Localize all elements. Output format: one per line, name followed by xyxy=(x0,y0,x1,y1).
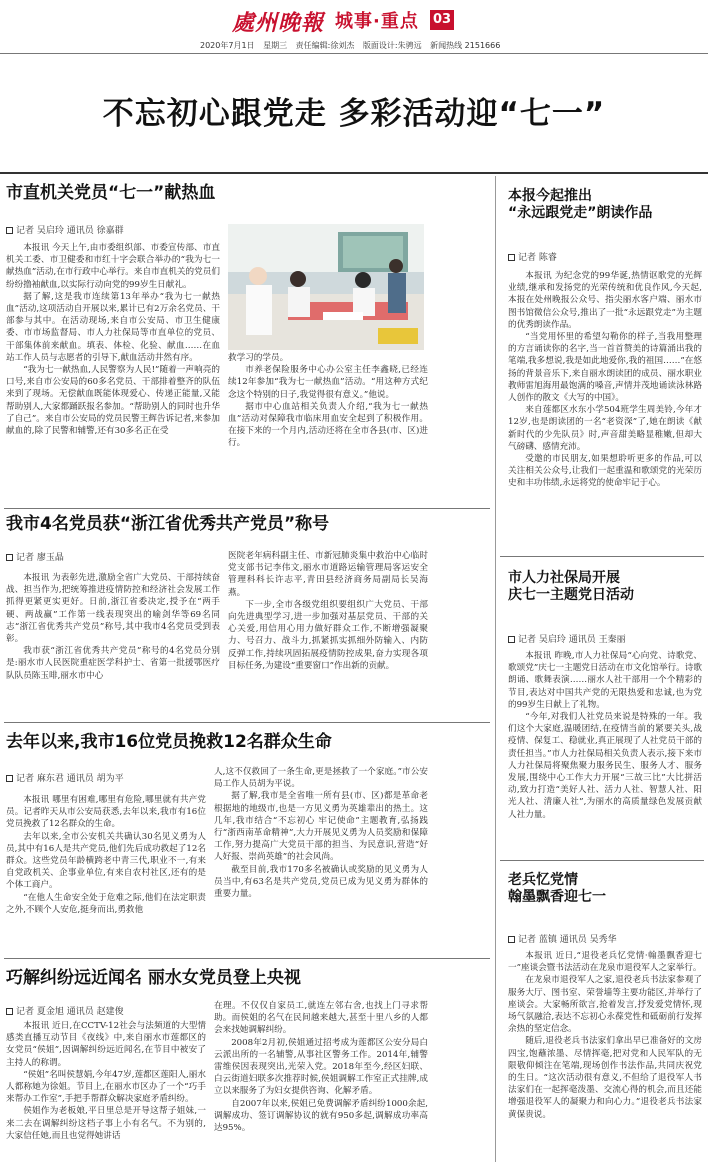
article-body-blood-col2: 救学习的学员。 市养老保险服务中心办公室主任李鑫晓,已经连续12年参加“我为七一献热血”活动。“用这种方式纪念这个特别的日子,我觉得很有意义。”他说。 据市中心血站相关负责人介绍,“我为七一献热血”活动对保障我市临床用血安全起到了积极作用。在接下来的一个月内,活动还将在全市各县(市、区)进行。 xyxy=(228,353,428,449)
byline-mediator: 记者 夏金旭 通讯员 赵建俊 xyxy=(6,1004,124,1017)
date: 2020年7月1日 xyxy=(200,41,255,50)
article-body-hrss: 本报讯 昨晚,市人力社保局“心向党、诗歌党、歌颂党”庆七一主题党日活动在市文化馆举行。诗歌朗诵、歌舞表演……丽水人社干部用一个个精彩的节目,表达对中国共产党的无限热爱和忠诚,也为党的99岁生日献上了礼物。 “今年,对我们人社党员来说是特殊的一年。我们这个大家庭,温暖团结,在疫情当前的紧要关头,战疫情、保复工、稳就业,真正展现了人社党员干部的责任担当。”市人力社保局相关负责人表示,接下来市人力社保局将聚焦聚力服务民生、服务人才、服务发展,围绕中心工作大力开展“三故三比”大比拼活动,致力打造“美好人社、活力人社、智慧人社、阳光人社、清廉人社”,为丽水的高质量绿色发展贡献人社力量。 xyxy=(508,651,702,820)
article-title-reading: 本报今起推出 “永远跟党走”朗读作品 xyxy=(508,188,653,221)
article-body-blood-col1: 本报讯 今天上午,由市委组织部、市委宣传部、市直机关工委、市卫健委和市红十字会联合举办的“我为七一献热血”活动,在市行政中心举行。来自市直机关的党员们纷纷撸袖献血,以实际行动向党的99岁生日献礼。 据了解,这是我市连续第13年举办“我为七一献热血”活动,这项活动自开展以来,累计已有2万余名党员、干部参与其中。在活动现场,来自市公安局、市卫生健康委、市市场监督局、市人力社保局等市直单位的党员、干部集体前来献血。填表、体检、化验、献血……在血站工作人员与志愿者的引导下,献血活动井然有序。 “我为七一献热血,人民警察为人民!”随着一声响亮的口号,来自市公安局的60多名党员、干部排着整齐的队伍来到了现场。无偿献血既能体现爱心、传递正能量,又能帮助别人,大家都踊跃报名参加。“帮助别人的同时也升华了自己”。来自市公安局的党员民警王辉告诉记者,来参加献血的,除了民警和辅警,还有30多名正在受 xyxy=(6,243,220,437)
article-body-reading: 本报讯 为纪念党的99华诞,热情讴歌党的光辉业绩,继承和发扬党的光荣传统和优良作风,今天起,本报在处州晚报公众号、指尖丽水客户端、丽水市图书馆微信公众号,推出了一批“永远跟党走”为主题的优秀朗读作品。 “当党用怀里的希望勾勒你的样子,当我用整理的方言诵读你的名字,当一首首赞美的诗篇涌出我的笔端,我多想说,我是如此地爱你,我的祖国……”在悠扬的背景音乐下,来自丽水朗读团的成员、丽水职业教师雷旭海用最饱满的嗓音,声情并茂地诵读泳林路人创作的散文《大写的中国》。 来自莲都区水东小学504班学生周美铃,今年才12岁,也是朗读团的一名“老资深”了,她在朗读《献新时代的少先队员》时,声音甜美略显稚嫩,但却大气磅礴、感情充沛。 受邀的市民朋友,如果想聆听更多的作品,可以关注相关公众号,让我们一起重温和歌颂党的光荣历史和丰功伟绩,永远将党的使命牢记于心。 xyxy=(508,271,702,489)
article-title-rescue: 去年以来,我市16位党员挽救12名群众生命 xyxy=(6,732,332,752)
square-icon xyxy=(6,227,13,234)
weekday: 星期三 xyxy=(263,41,288,50)
divider xyxy=(4,508,490,509)
square-icon xyxy=(6,775,13,782)
editor: 责任编辑:徐刘杰 xyxy=(295,41,355,50)
hotline: 新闻热线 2151666 xyxy=(430,41,501,50)
article-body-veteran: 本报讯 近日,“退役老兵忆党情·翰墨飘香迎七一”座谈会暨书法活动在龙泉市退役军人之家举行。 在龙泉市退役军人之家,退役老兵书法家参观了服务大厅、图书室、荣誉墙等主要功能区,并举行了座谈会。大家畅所欲言,抢着发言,抒发爱党情怀,现场气氛融洽,表达不忘初心永葆党性和砥砺前行发挥余热的坚定信念。 随后,退役老兵书法家们拿出早已准备好的文房四宝,饱蘸浓墨、尽情挥毫,把对党和人民军队的无限敬仰倾注在笔端,现场创作书法作品,共同庆祝党的生日。“这次活动很有意义,不但给了退役军人书法家们在一起挥毫泼墨、交流心得的机会,而且还能增强退役军人的凝聚力和向心力。”退役老兵书法家黄保贵说。 xyxy=(508,951,702,1120)
divider xyxy=(4,958,490,959)
square-icon xyxy=(508,254,515,261)
square-icon xyxy=(508,636,515,643)
byline-rescue: 记者 麻东君 通讯员 胡为平 xyxy=(6,771,124,784)
article-body-excellent-col2: 医院老年病科副主任、市新冠肺炎集中救治中心临时党支部书记李伟文,丽水市道路运输管理局客运安全管理科科长许志平,青田县经济商务局副局长吴海燕。 下一步,全市各级党组织要组织广大党员、干部向先进典型学习,进一步加强对基层党员、干部的关心关爱,用信用心用力做好群众工作,不断增强凝聚力、号召力、战斗力,抓紧抓实抓细外防输入、内防反弹工作,持续巩固拓展疫情防控成果,奋力实现各项目标任务,为建设“重要窗口”作出新的贡献。 xyxy=(228,551,428,671)
page-headline: 不忘初心跟党走 多彩活动迎“七一” xyxy=(102,96,606,132)
byline-reading: 记者 陈睿 xyxy=(508,250,557,263)
masthead-rule xyxy=(0,53,708,54)
square-icon xyxy=(508,936,515,943)
square-icon xyxy=(6,554,13,561)
square-icon xyxy=(6,1008,13,1015)
article-body-rescue-col2: 人,这不仅救回了一条生命,更是拯救了一个家庭。”市公安局工作人员胡为平说。 据了解,我市是全省唯一所有县(市、区)都是革命老根据地的地级市,也是一方见义勇为英雄辈出的热土。这几年,我市结合“不忘初心 牢记使命”主题教育,弘扬践行“浙西南革命精神”,大力开展见义勇为人员奖励和保障工作,努力提高广大党员干部的担当、为民意识,营造“好人好报、崇尚英雄”的社会风尚。 截至目前,我市170多名被确认或奖励的见义勇为人员当中,有63名是共产党员,党员已成为见义勇为群体的重要力量。 xyxy=(214,767,428,900)
headline-rule xyxy=(0,172,708,174)
article-title-hrss: 市人力社保局开展 庆七一主题党日活动 xyxy=(508,570,634,603)
article-body-excellent-col1: 本报讯 为表彰先进,激励全省广大党员、干部持续奋战、担当作为,把统筹推进疫情防控和经济社会发展工作抓得更紧更实更好。日前,浙江省委决定,授予在“两手硬、两战赢”工作第一线表现突出的喻剑华等69名同志“浙江省优秀共产党员”称号,其中我市4名党员受到表彰。 我市获“浙江省优秀共产党员”称号的4名党员分别是:丽水市人民医院重症医学科护士、省第一批援鄂医疗队队员陈玉啡,丽水市中心 xyxy=(6,573,220,681)
byline-hrss: 记者 吴启玲 通讯员 王秦丽 xyxy=(508,632,626,645)
byline-veteran: 记者 蓝镇 通讯员 吴秀华 xyxy=(508,932,617,945)
article-title-veteran: 老兵忆党情 翰墨飘香迎七一 xyxy=(508,872,606,905)
byline-blood: 记者 吴启玲 通讯员 徐嘉群 xyxy=(6,223,124,236)
designer: 版面设计:朱骋远 xyxy=(362,41,422,50)
divider xyxy=(4,722,490,723)
divider xyxy=(500,556,704,557)
column-divider xyxy=(495,176,496,1162)
article-title-mediator: 巧解纠纷远近闻名 丽水女党员登上央视 xyxy=(6,968,301,988)
blood-donation-photo xyxy=(228,224,424,350)
divider xyxy=(500,860,704,861)
byline-excellent: 记者 廖玉晶 xyxy=(6,550,64,563)
page-number-badge: 03 xyxy=(430,10,454,30)
article-body-mediator-col2: 在理。不仅仅自家员工,就连左邻右舍,也找上门寻求帮助。而侯姐的名气在民间越来越大,甚至十里八乡的人都会来找她调解纠纷。 2008年2月初,侯姐通过招考成为莲都区公安分局白云派出所的一名辅警,从事社区警务工作。2014年,辅警雷维侯因表现突出,光荣入党。2018年至今,经区妇联、白云街道妇联多次推荐时候,侯姐调解工作室正式挂牌,成立以来服务了为妇女提供咨询、化解矛盾。 自2007年以来,侯姐已免费调解矛盾纠纷1000余起,调解成功、签订调解协议的就有950多起,调解成功率高达95%。 xyxy=(214,1001,428,1134)
newspaper-logo: 處州晚報 xyxy=(232,10,325,36)
masthead xyxy=(0,0,708,56)
article-body-rescue-col1: 本报讯 哪里有困难,哪里有危险,哪里就有共产党员。记者昨天从市公安局获悉,去年以来,我市有16位党员挽救了12名群众的生命。 去年以来,全市公安机关共确认30名见义勇为人员,其中有16人是共产党员,他们先后成功救起了12名群众。这些党员年龄横跨老中青三代,职业不一,有来自党政机关、企事业单位,有来自农村社区,还有的是个体工商户。 “在他人生命安全处于危难之际,他们在法定职责之外,不顾个人安危,挺身而出,勇救他 xyxy=(6,795,206,915)
article-title-blood: 市直机关党员“七一”献热血 xyxy=(6,183,216,203)
edition-meta xyxy=(200,40,506,51)
article-title-excellent: 我市4名党员获“浙江省优秀共产党员”称号 xyxy=(6,514,330,534)
article-body-mediator-col1: 本报讯 近日,在CCTV-12社会与法频道的大型情感类直播互动节目《夜线》中,来自丽水市莲都区的女党员“侯姐”,因调解纠纷远近闻名,在节目中被安了主持人的称谓。 “侯姐”名叫侯慧娟,今年47岁,莲都区莲阳人,丽水人都称她为徐姐。节目上,在丽水市区办了一个“巧手来帮办工作室”,手把手帮群众解决家庭矛盾纠纷。 侯姐作为老板娘,平日里总是开导这帮子姐妹,一来二去在调解纠纷这档子事上小有名气。不为别的,大家信任她,而且也觉得她讲话 xyxy=(6,1021,206,1141)
section-name: 城事·重点 xyxy=(335,11,419,32)
